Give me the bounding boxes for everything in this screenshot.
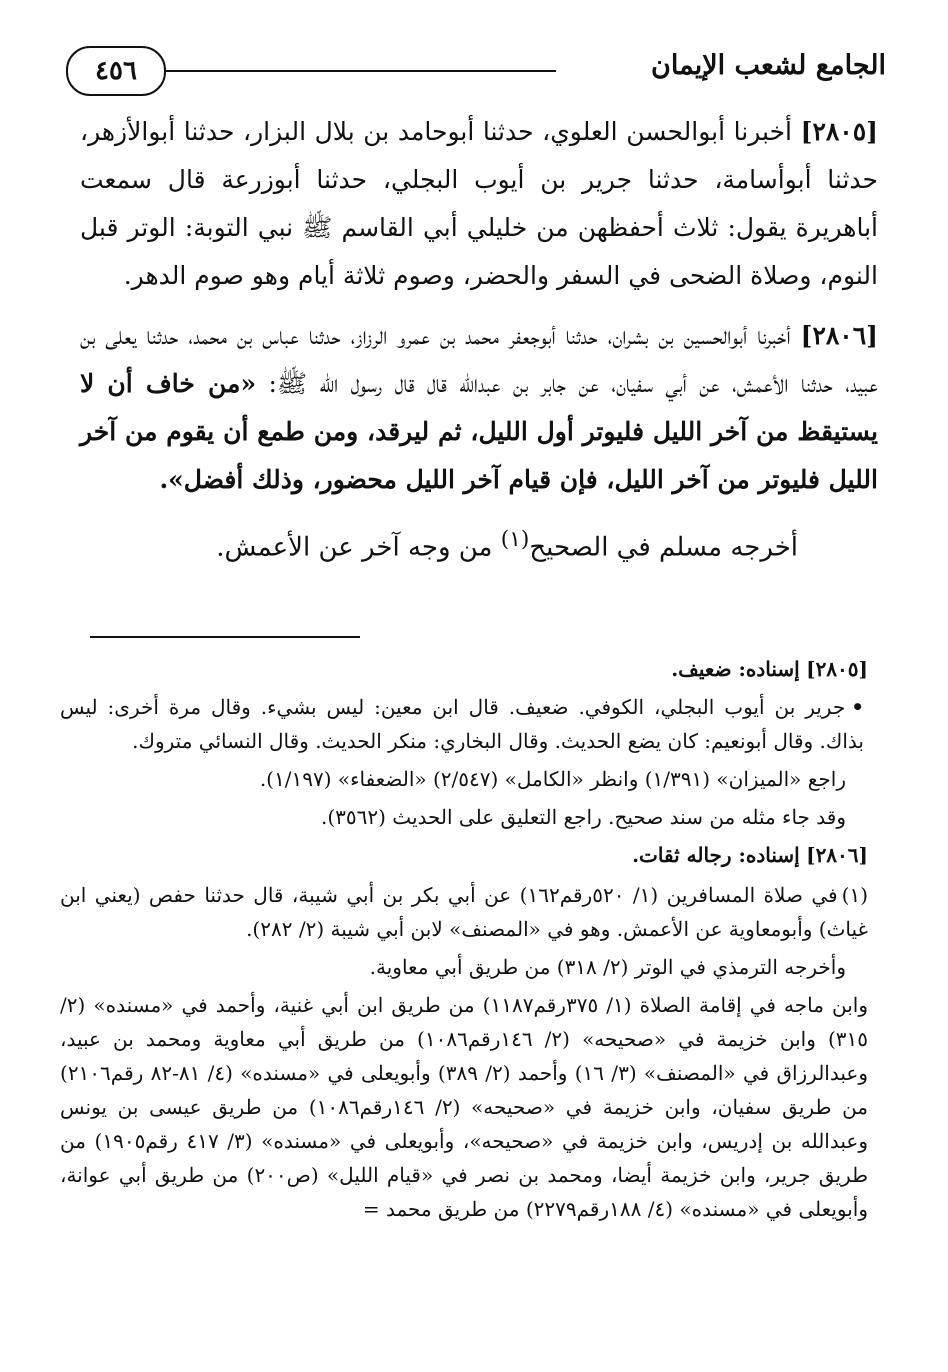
grade-text: إسناده: رجاله ثقات. — [632, 843, 800, 867]
bullet-icon: • — [851, 695, 864, 719]
hadith-number: [٢٨٠٦] — [800, 321, 878, 350]
header-rule — [164, 70, 556, 72]
footnote-1-tirmidhi: وأخرجه الترمذي في الوتر (٢/ ٣١٨) من طريق أبي معاوية. — [369, 955, 846, 979]
footnote-1 — [60, 878, 868, 946]
footnote-1-more: وابن ماجه في إقامة الصلاة (١/ ٣٧٥رقم١١٨٧) من طريق ابن أبي غنية، وأحمد في «مسنده» (٢/ ٣١٥) وابن خزيمة في «صحيحه» (٢/ ١٤٦رقم١٠٨٦) من طريق أبي معاوية ومحمد بن عبيد، وعبدالرزاق في «المصنف» (٣/ ١٦) وأحمد (٢/ ٣٨٩) وأبويعلى في «مسنده» (٤/ ٨١-٨٢ رقم٢١٠٦) من طريق سفيان، وابن خزيمة في «صحيحه» (٢/ ١٤٦رقم١٠٨٦) من طريق عيسى بن يونس وعبدالله بن إدريس، وابن خزيمة في «صحيحه»، وأبويعلى في «مسنده» (٣/ ٤١٧ رقم١٩٠٥) من طريق جرير، وابن خزيمة أيضا، ومحمد بن نصر في «قيام الليل» (ص٢٠٠) من طريق أبي عوانة، وأبويعلى في «مسنده» (٤/ ١٨٨رقم٢٢٧٩) من طريق محمد = — [60, 993, 869, 1221]
grade-text: إسناده: ضعيف. — [671, 657, 800, 681]
footnote-text: في صلاة المسافرين (١/ ٥٢٠رقم١٦٢) عن أبي بكر بن أبي شيبة، قال حدثنا حفص (يعني ابن غياث) وأبومعاوية عن الأعمش. وهو في «المصنف» لابن أبي شيبة (٢/ ٢٨٢). — [60, 883, 868, 941]
hadith-2806 — [80, 312, 878, 504]
footnote-ref[interactable]: (١) — [500, 527, 530, 552]
note-2805-ref: راجع «الميزان» (١/٣٩١) وانظر «الكامل» (٢/٥٤٧) «الضعفاء» (١/١٩٧). — [259, 767, 846, 791]
note-number: [٢٨٠٦] — [806, 843, 868, 867]
note-2805-extra: وقد جاء مثله من سند صحيح. راجع التعليق على الحديث (٣٥٦٢). — [321, 805, 846, 829]
main-text — [80, 108, 878, 584]
takhrij-text: أخرجه مسلم في الصحيح — [529, 532, 798, 563]
note-2806-grade — [60, 838, 868, 872]
hadith-matn: «من خاف أن لا يستيقظ من آخر الليل فليوتر أول الليل، ثم ليرقد، ومن طمع أن يقوم من آخر الليل فليوتر من آخر الليل، فإن قيام آخر الليل محضور، وذلك أفضل». — [80, 369, 878, 494]
footnote-rule — [90, 636, 360, 638]
narrator-text: جرير بن أيوب البجلي، الكوفي. ضعيف. قال ابن معين: ليس بشيء. وقال مرة أخرى: ليس بذاك. وقال أبونعيم: كان يضع الحديث. وقال البخاري: منكر الحديث. وقال النسائي متروك. — [60, 695, 864, 753]
hadith-isnad: أخبرنا أبوالحسين بن بشران، حدثنا أبوجعفر محمد بن عمرو الرزاز، حدثنا عباس بن محمد، حدثنا يعلى بن عبيد، حدثنا الأعمش، عن أبي سفيان، عن جابر بن عبدالله قال قال رسول الله ﷺ: — [80, 321, 878, 398]
note-number: [٢٨٠٥] — [806, 657, 868, 681]
page-number: ٤٥٦ — [66, 46, 166, 96]
footnote-mark: (١) — [841, 883, 868, 907]
hadith-2805 — [80, 108, 878, 300]
running-title: الجامع لشعب الإيمان — [651, 50, 886, 81]
takhrij — [80, 516, 798, 572]
page-header — [60, 42, 886, 100]
takhrij-text-rest: من وجه آخر عن الأعمش. — [216, 532, 493, 563]
hadith-text: أخبرنا أبوالحسن العلوي، حدثنا أبوحامد بن بلال البزار، حدثنا أبوالأزهر، حدثنا أبوأسامة، حدثنا جرير بن أيوب البجلي، حدثنا أبوزرعة قال سمعت أباهريرة يقول: ثلاث أحفظهن من خليلي أبي القاسم ﷺ نبي التوبة: الوتر قبل النوم، وصلاة الضحى في السفر والحضر، وصوم ثلاثة أيام وهو صوم الدهر. — [80, 117, 878, 290]
footnotes — [60, 652, 868, 1230]
hadith-number: [٢٨٠٥] — [800, 117, 878, 146]
note-2805-grade — [60, 652, 868, 686]
note-2805-narrator — [60, 690, 868, 758]
